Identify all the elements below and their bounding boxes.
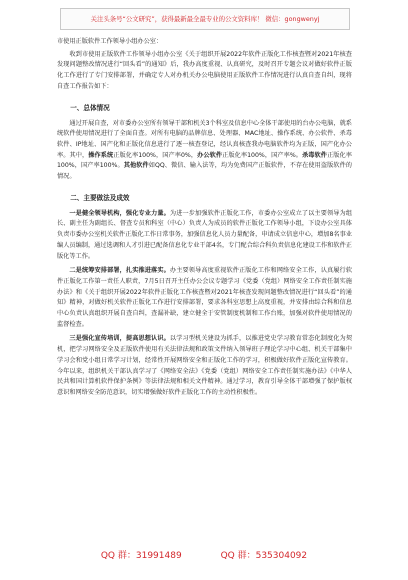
measure-1-title: 一是健全领导机构，强化专业力量。 (69, 209, 170, 217)
qq-group-1: QQ 群：31991489 (100, 551, 182, 561)
measure-paragraph-1 (57, 209, 352, 263)
intro-paragraph: 收到市使用正版软件工作领导小组办公室《关于组织开展2022年软件正版化工作核查暨对2021年核查发现问题整改情况进行“回头看”的通知》后，我办高度重视、认真研究，及时召开专题会议对做好软件正版化工作进行了专门安排部署，并确定专人对办机关办公电脑使用正版软件工作情况进行认真自查自纠，现将自查工作报告如下： (57, 50, 352, 90)
measure-3-text: 以学习型机关建设为抓手，以推进党史学习教育常态化制度化为契机，把学习网络安全及正版软件使用有关法律法规和政策文件纳入领导班子理论学习中心组、机关干部集中学习会和党小组日常学习计划，经常性开展网络安全和正版化工作的学习，积极做好软件正版化宣传教育。今年以来，组织机关干部认真学习了《网络安全法》《党委（党组）网络安全工作责任制实施办法》《中华人民共和国计算机软件保护条例》等法律法规和相关文件精神。通过学习，教育引导全体干部增强了保护版权意识和网络安全防范意识，切实增强做好软件正版化工作的主动性积极性。 (57, 335, 353, 396)
office-text: 正版化率100%，国产率%。 (222, 151, 303, 159)
promo-banner (60, 8, 350, 30)
section-heading-measures: 二、主要做法及成效 (70, 193, 130, 202)
overview-text-2: 。其中， (63, 151, 89, 159)
os-label: 操作系统 (88, 151, 114, 159)
measure-paragraph-3 (57, 334, 352, 398)
qq-group-2: QQ 群：535304092 (220, 551, 308, 561)
promo-banner-text: 关注头条号“公文研究”，获得最新最全最专业的公文资料库！ 微信：gongwenyj (90, 15, 320, 23)
office-label: 办公软件 (197, 151, 223, 159)
document-body (57, 37, 352, 399)
overview-paragraph (57, 119, 352, 183)
footer-contacts (0, 548, 408, 561)
measure-2-title: 二是统筹安排部署，扎实推进落实。 (69, 267, 170, 275)
measure-2-text: 办主要领导高度重视软件正版化工作和网络安全工作，认真履行软件正版化工作第一责任人职责，7月5日召开主任办公会议专题学习《党委（党组）网络安全工作责任制实施办法》和《关于组织开展2022年软件正版化工作核查暨对2021年核查发现问题整改情况进行“回头看”的通知》精神，对做好机关软件正版化工作进行安排部署，要求各科室思想上高度重视，并安排由综合科和信息中心负责认真组织开展自查自纠，查漏补缺，建立健全于安管制度机制和工作台账，加强对软件使用情况的监督检查。 (57, 267, 353, 328)
other-label: 其他软件 (123, 162, 149, 170)
av-label: 杀毒软件 (302, 151, 328, 159)
other-text: 如QQ、微信、输入法等，均为免费国产正版软件，不存在使用盗版软件的情况。 (57, 162, 352, 181)
av-text: 正版化率100%，国产率100%。 (57, 151, 352, 170)
addressee: 市使用正版软件工作领导小组办公室： (57, 38, 163, 45)
measure-paragraph-2 (57, 266, 352, 330)
measure-3-title: 三是强化宣传培训，提高思想认识。 (69, 335, 170, 343)
overview-text-1: 通过开展自查，对市委办公室所有领导干部和机关3个科室及信息中心全体干部使用的台办公电脑，就系统软件使用情况进行了全面自查。对所有电脑的品牌信息、处理器、MAC地址、操作系统、办公软件、杀毒软件、IP地址、国产化和正版化信息进行了逐一核查登记，经认真核查我办电脑软件均为正版，国产化办公率 (57, 119, 352, 159)
section-heading-overview: 一、总体情况 (70, 103, 110, 112)
os-text: 正版化率100%，国产率0%， (113, 151, 198, 159)
measure-1-text: 为进一步加强软件正版化工作，市委办公室成立了以主要领导为组长、副主任为副组长、督查专员和科室（中心）负责人为成员的软件正版化工作领导小组，下设办公室具体负责市委办公室机关软件正版化工作日常事务，加强信息化人员力量配备，申请成立信息中心，增加8名事业编人员编制，通过选调和人才引进已配备信息化专业干部4名，专门配合综合科负责信息化建设工作和软件正版化等工作。 (57, 209, 353, 260)
